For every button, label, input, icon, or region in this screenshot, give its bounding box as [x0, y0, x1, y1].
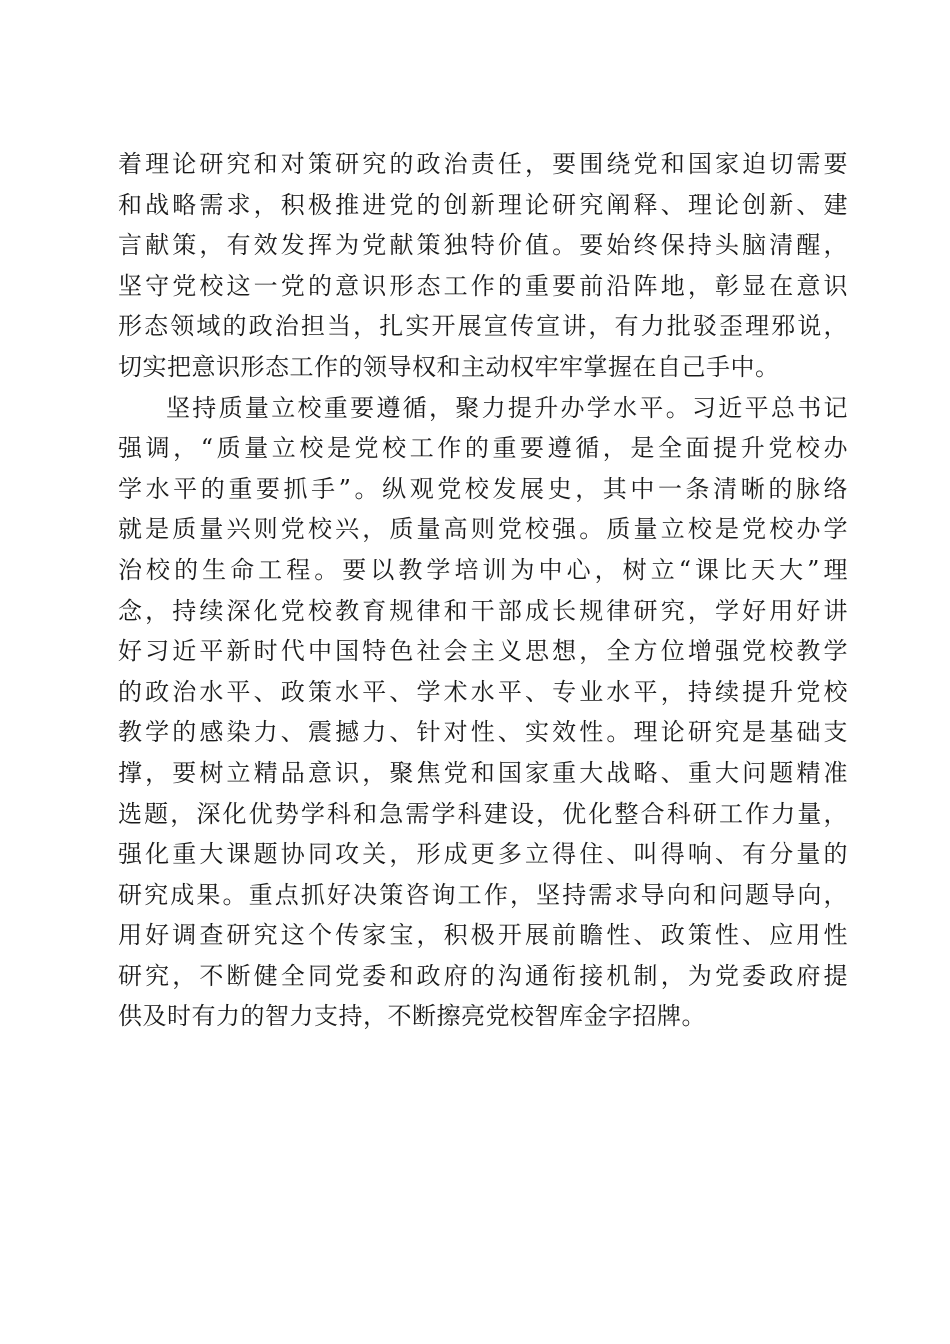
paragraph-line: 研究成果。重点抓好决策咨询工作，坚持需求导向和问题导向， [118, 880, 848, 909]
paragraph-line: 教学的感染力、震撼力、针对性、实效性。理论研究是基础支 [118, 718, 848, 747]
paragraph-line: 撑，要树立精品意识，聚焦党和国家重大战略、重大问题精准 [118, 758, 848, 787]
paragraph-1 [118, 144, 848, 388]
paragraph-line: 和战略需求，积极推进党的创新理论研究阐释、理论创新、建 [118, 190, 848, 219]
paragraph-line: 切实把意识形态工作的领导权和主动权牢牢掌握在自己手中。 [118, 352, 780, 381]
paragraph-line: 念，持续深化党校教育规律和干部成长规律研究，学好用好讲 [118, 596, 848, 625]
paragraph-line: 选题，深化优势学科和急需学科建设，优化整合科研工作力量， [118, 799, 848, 828]
paragraph-line: 治校的生命工程。要以教学培训为中心，树立“课比天大”理 [118, 555, 848, 584]
paragraph-line: 坚持质量立校重要遵循，聚力提升办学水平。习近平总书记 [166, 393, 848, 422]
document-body [118, 144, 848, 1037]
paragraph-line: 强调，“质量立校是党校工作的重要遵循，是全面提升党校办 [118, 434, 848, 463]
paragraph-line: 研究，不断健全同党委和政府的沟通衔接机制，为党委政府提 [118, 961, 848, 990]
paragraph-line: 形态领域的政治担当，扎实开展宣传宣讲，有力批驳歪理邪说， [118, 312, 848, 341]
paragraph-line: 强化重大课题协同攻关，形成更多立得住、叫得响、有分量的 [118, 840, 848, 869]
paragraph-line: 着理论研究和对策研究的政治责任，要围绕党和国家迫切需要 [118, 150, 848, 178]
paragraph-line: 用好调查研究这个传家宝，积极开展前瞻性、政策性、应用性 [118, 921, 848, 950]
paragraph-line: 就是质量兴则党校兴，质量高则党校强。质量立校是党校办学 [118, 515, 848, 544]
paragraph-2 [118, 388, 848, 1038]
paragraph-line: 的政治水平、政策水平、学术水平、专业水平，持续提升党校 [118, 677, 848, 706]
paragraph-line: 坚守党校这一党的意识形态工作的重要前沿阵地，彰显在意识 [118, 271, 848, 300]
paragraph-line: 好习近平新时代中国特色社会主义思想，全方位增强党校教学 [118, 637, 848, 666]
paragraph-line: 言献策，有效发挥为党献策独特价值。要始终保持头脑清醒， [118, 231, 848, 260]
paragraph-line: 供及时有力的智力支持，不断擦亮党校智库金字招牌。 [118, 1002, 706, 1031]
paragraph-line: 学水平的重要抓手”。纵观党校发展史，其中一条清晰的脉络 [118, 474, 848, 503]
